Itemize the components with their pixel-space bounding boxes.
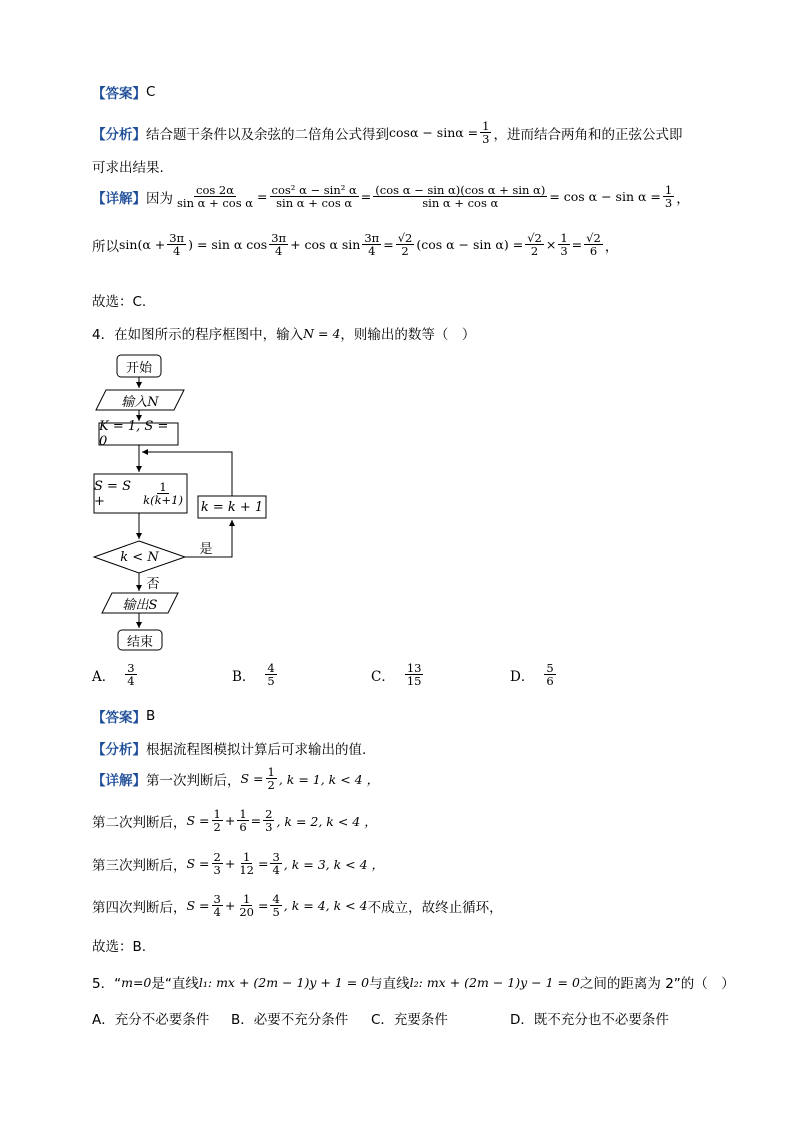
option-label: B．: [232, 668, 256, 685]
formula: (cos α − sin α) =: [416, 237, 524, 253]
fraction: $\frac{\text{cos² α − sin² α}}{\text{sin α + cos α}}$: [271, 183, 357, 211]
analysis-text: 结合题干条件以及余弦的二倍角公式得到: [146, 126, 389, 143]
option-b[interactable]: [232, 662, 279, 687]
fraction: $\frac{1}{k(k+1)}$: [143, 479, 183, 507]
equals: =: [250, 813, 262, 829]
formula: , k = 1, k < 4 ，: [278, 771, 380, 787]
fraction: $\frac{4}{5}$: [272, 892, 280, 920]
q4-step3: [92, 851, 384, 876]
flow-output-label: 输出S: [122, 597, 158, 613]
formula: + cos α sin: [290, 237, 361, 253]
q4-step2: [92, 808, 377, 833]
analysis-text: 可求出结果.: [92, 160, 164, 176]
equals: =: [257, 856, 269, 872]
fraction: $\frac{1}{2}$: [267, 765, 275, 793]
flow-input-label: 输入N: [121, 394, 159, 410]
fraction: $\frac{\text{(cos α − sin α)(cos α + sin α)}}{\text{sin α + cos α}}$: [375, 183, 546, 211]
q4-answer-line: [92, 706, 155, 726]
fraction: $\frac{1}{12}$: [239, 850, 254, 878]
fraction: $\frac{4}{5}$: [267, 661, 275, 689]
equals: =: [257, 898, 269, 914]
flow-start-label: 开始: [125, 360, 152, 376]
step-tail: 不成立，故终止循环，: [367, 899, 503, 916]
stem-text: ，则输出的数等（ ）: [340, 327, 476, 343]
stem-text: 之间的距离为 2”的（ ）: [579, 976, 735, 992]
answer-value: C: [146, 84, 156, 100]
step-text: 第二次判断后，: [92, 814, 187, 831]
equals: =: [360, 189, 372, 205]
stem-text: 是“直线: [151, 976, 199, 992]
fraction: $\frac{1}{3}$: [560, 231, 568, 259]
flow-init-label: K = 1, S = 0: [99, 419, 169, 449]
step-text: 第四次判断后，: [92, 899, 187, 916]
q5-option-c[interactable]: C．充要条件: [371, 1012, 448, 1028]
flow-yes-label: 是: [199, 541, 213, 557]
line-l1: l₁: mx + (2m − 1)y + 1 = 0: [198, 974, 370, 990]
option-c[interactable]: [371, 662, 425, 687]
fraction: $\frac{1}{3}$: [482, 119, 490, 147]
formula: ) = sin α cos: [188, 237, 268, 253]
comma: ，: [604, 238, 619, 255]
equals: =: [383, 237, 394, 253]
plus: +: [224, 813, 236, 829]
times: ×: [545, 237, 557, 253]
fraction: $\frac{3\pi}{4}$: [271, 231, 287, 259]
fraction: $\frac{\cos 2\alpha}{\text{sin α + cos α}}$: [177, 183, 254, 211]
option-label: A．: [92, 668, 116, 685]
equals: =: [571, 237, 583, 253]
fraction: $\frac{3}{4}$: [272, 850, 280, 878]
q5-option-d[interactable]: D．既不充分也不必要条件: [510, 1012, 669, 1028]
q5-stem: [92, 972, 735, 992]
fraction: $\frac{13}{15}$: [406, 661, 422, 689]
fraction: $\frac{5}{6}$: [546, 661, 554, 689]
flow-no-label: 否: [146, 576, 160, 592]
q4-choose: [92, 935, 146, 955]
fraction: $\frac{1}{20}$: [239, 892, 254, 920]
fraction: $\frac{1}{3}$: [664, 183, 673, 211]
detail-tag: 【详解】: [92, 190, 146, 207]
choose-text: 故选：C.: [92, 294, 147, 310]
fraction: $\frac{3\pi}{4}$: [169, 231, 185, 259]
flow-end-label: 结束: [126, 634, 153, 650]
formula: , k = 4, k < 4: [283, 898, 368, 914]
stem-m: m=0: [121, 974, 152, 990]
flow-update-label: [94, 474, 187, 513]
q5-option-a[interactable]: A．充分不必要条件: [92, 1012, 210, 1028]
detail-intro: 因为: [146, 190, 173, 207]
fraction: $\frac{3}{4}$: [213, 892, 221, 920]
q5-option-b[interactable]: B．必要不充分条件: [231, 1012, 349, 1028]
q4-step1: [92, 766, 379, 791]
flow-incr-label: k = k + 1: [200, 499, 264, 515]
answer-tag: 【答案】: [92, 86, 146, 102]
equals: =: [257, 189, 268, 205]
formula: , k = 2, k < 4 ，: [276, 813, 377, 829]
plus: +: [224, 856, 236, 872]
fraction: $\frac{1}{2}$: [213, 807, 221, 835]
suoyi: 所以: [92, 238, 119, 255]
fraction: $\frac{√2}{6}$: [586, 231, 601, 259]
option-a[interactable]: [92, 662, 139, 687]
flow-cond-label: k < N: [120, 549, 159, 565]
detail-mid: = cos α − sin α =: [549, 189, 661, 205]
comma: ，: [676, 190, 690, 207]
formula: S =: [240, 771, 264, 787]
choose-text: 故选：B.: [92, 939, 147, 955]
fraction: $\frac{2}{3}$: [213, 850, 221, 878]
analysis-text: 根据流程图模拟计算后可求输出的值.: [146, 742, 367, 758]
formula: , k = 3, k < 4 ，: [283, 856, 385, 872]
q4-step4: [92, 893, 503, 918]
answer-value: B: [146, 708, 156, 724]
plus: +: [224, 898, 236, 914]
stem-n: N = 4: [303, 325, 341, 341]
option-d[interactable]: [510, 662, 558, 687]
fraction: $\frac{3\pi}{4}$: [364, 231, 380, 259]
step-text: 第三次判断后，: [92, 857, 187, 874]
q4-analysis-line: [92, 738, 366, 758]
step-text: 第一次判断后，: [146, 772, 241, 789]
line-l2: l₂: mx + (2m − 1)y − 1 = 0: [409, 974, 580, 990]
analysis-tag: 【分析】: [92, 126, 146, 143]
option-label: D．: [510, 668, 535, 685]
formula: S =: [186, 898, 210, 914]
formula: sin(α +: [119, 237, 166, 253]
stem-text: 5．“: [92, 976, 122, 992]
answer-tag: 【答案】: [92, 710, 146, 726]
option-label: C．: [371, 668, 395, 685]
fraction: $\frac{√2}{2}$: [397, 231, 413, 259]
fraction: $\frac{3}{4}$: [127, 661, 135, 689]
stem-text: 4．在如图所示的程序框图中，输入: [92, 327, 304, 343]
fraction: $\frac{2}{3}$: [265, 807, 273, 835]
formula: S =: [186, 813, 210, 829]
formula: S =: [186, 856, 210, 872]
fraction: $\frac{√2}{2}$: [527, 231, 542, 259]
detail-tag: 【详解】: [92, 772, 146, 789]
analysis-formula: cosα − sinα =: [389, 125, 479, 141]
analysis-text: ，进而结合两角和的正弦公式即: [493, 126, 683, 143]
stem-text: 与直线: [369, 976, 410, 992]
update-text: S = S +: [94, 478, 131, 509]
analysis-tag: 【分析】: [92, 742, 146, 758]
fraction: $\frac{1}{6}$: [239, 807, 247, 835]
